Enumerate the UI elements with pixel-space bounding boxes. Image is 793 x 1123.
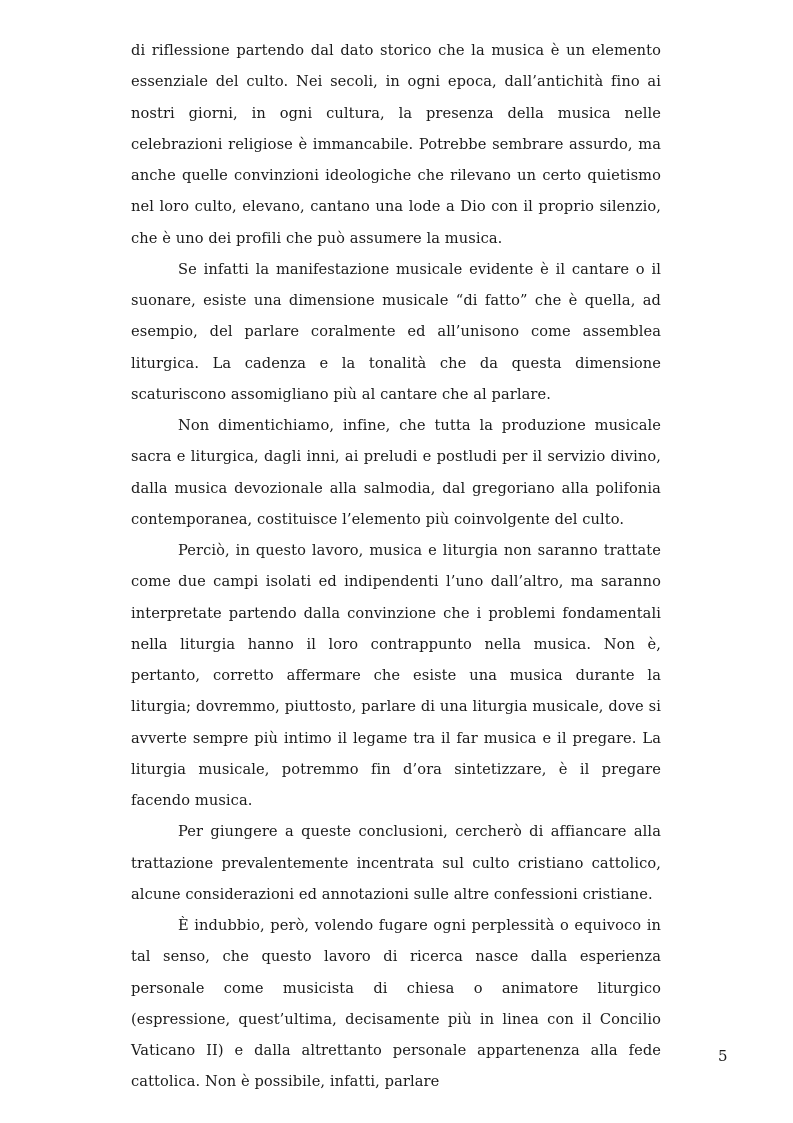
paragraph: Perciò, in questo lavoro, musica e liturgia non saranno trattate come due campi isolati ed indipendenti l’uno dall’altro, ma saranno interpretate partendo dalla convinzione che i problemi fondamentali nella liturgia hanno il loro contrappunto nella musica. Non è, pertanto, corretto affermare che esiste una musica durante la liturgia; dovremmo, piuttosto, parlare di una liturgia musicale, dove si avverte sempre più intimo il legame tra il far musica e il pregare. La liturgia musicale, potremmo fin d’ora sintetizzare, è il pregare facendo musica. (131, 542, 661, 809)
paragraph: Non dimentichiamo, infine, che tutta la produzione musicale sacra e liturgica, dagli inni, ai preludi e postludi per il servizio divino, dalla musica devozionale alla salmodia, dal gregoriano alla polifonia contemporanea, costituisce l’elemento più coinvolgente del culto. (131, 417, 661, 528)
paragraph: Per giungere a queste conclusioni, cercherò di affiancare alla trattazione prevalentemente incentrata sul culto cristiano cattolico, alcune considerazioni ed annotazioni sulle altre confessioni cristiane. (131, 823, 661, 903)
paragraph-continuation: di riflessione partendo dal dato storico che la musica è un elemento essenziale del culto. Nei secoli, in ogni epoca, dall’antichità fino ai nostri giorni, in ogni cultura, la presenza della musica nelle celebrazioni religiose è immancabile. Potrebbe sembrare assurdo, ma anche quelle convinzioni ideologiche che rilevano un certo quietismo nel loro culto, elevano, cantano una lode a Dio con il proprio silenzio, che è uno dei profili che può assumere la musica. (131, 42, 661, 247)
page-number: 5 (718, 1047, 728, 1065)
paragraph: Se infatti la manifestazione musicale evidente è il cantare o il suonare, esiste una dimensione musicale “di fatto” che è quella, ad esempio, del parlare coralmente ed all’unisono come assemblea liturgica. La cadenza e la tonalità che da questa dimensione scaturiscono assomigliano più al cantare che al parlare. (131, 260, 661, 403)
paragraph: È indubbio, però, volendo fugare ogni perplessità o equivoco in tal senso, che questo lavoro di ricerca nasce dalla esperienza personale come musicista di chiesa o animatore liturgico (espressione, quest’ultima, decisamente più in linea con il Concilio Vaticano II) e dalla altrettanto personale appartenenza alla fede cattolica. Non è possibile, infatti, parlare (131, 917, 661, 1091)
page-body (131, 35, 661, 1098)
